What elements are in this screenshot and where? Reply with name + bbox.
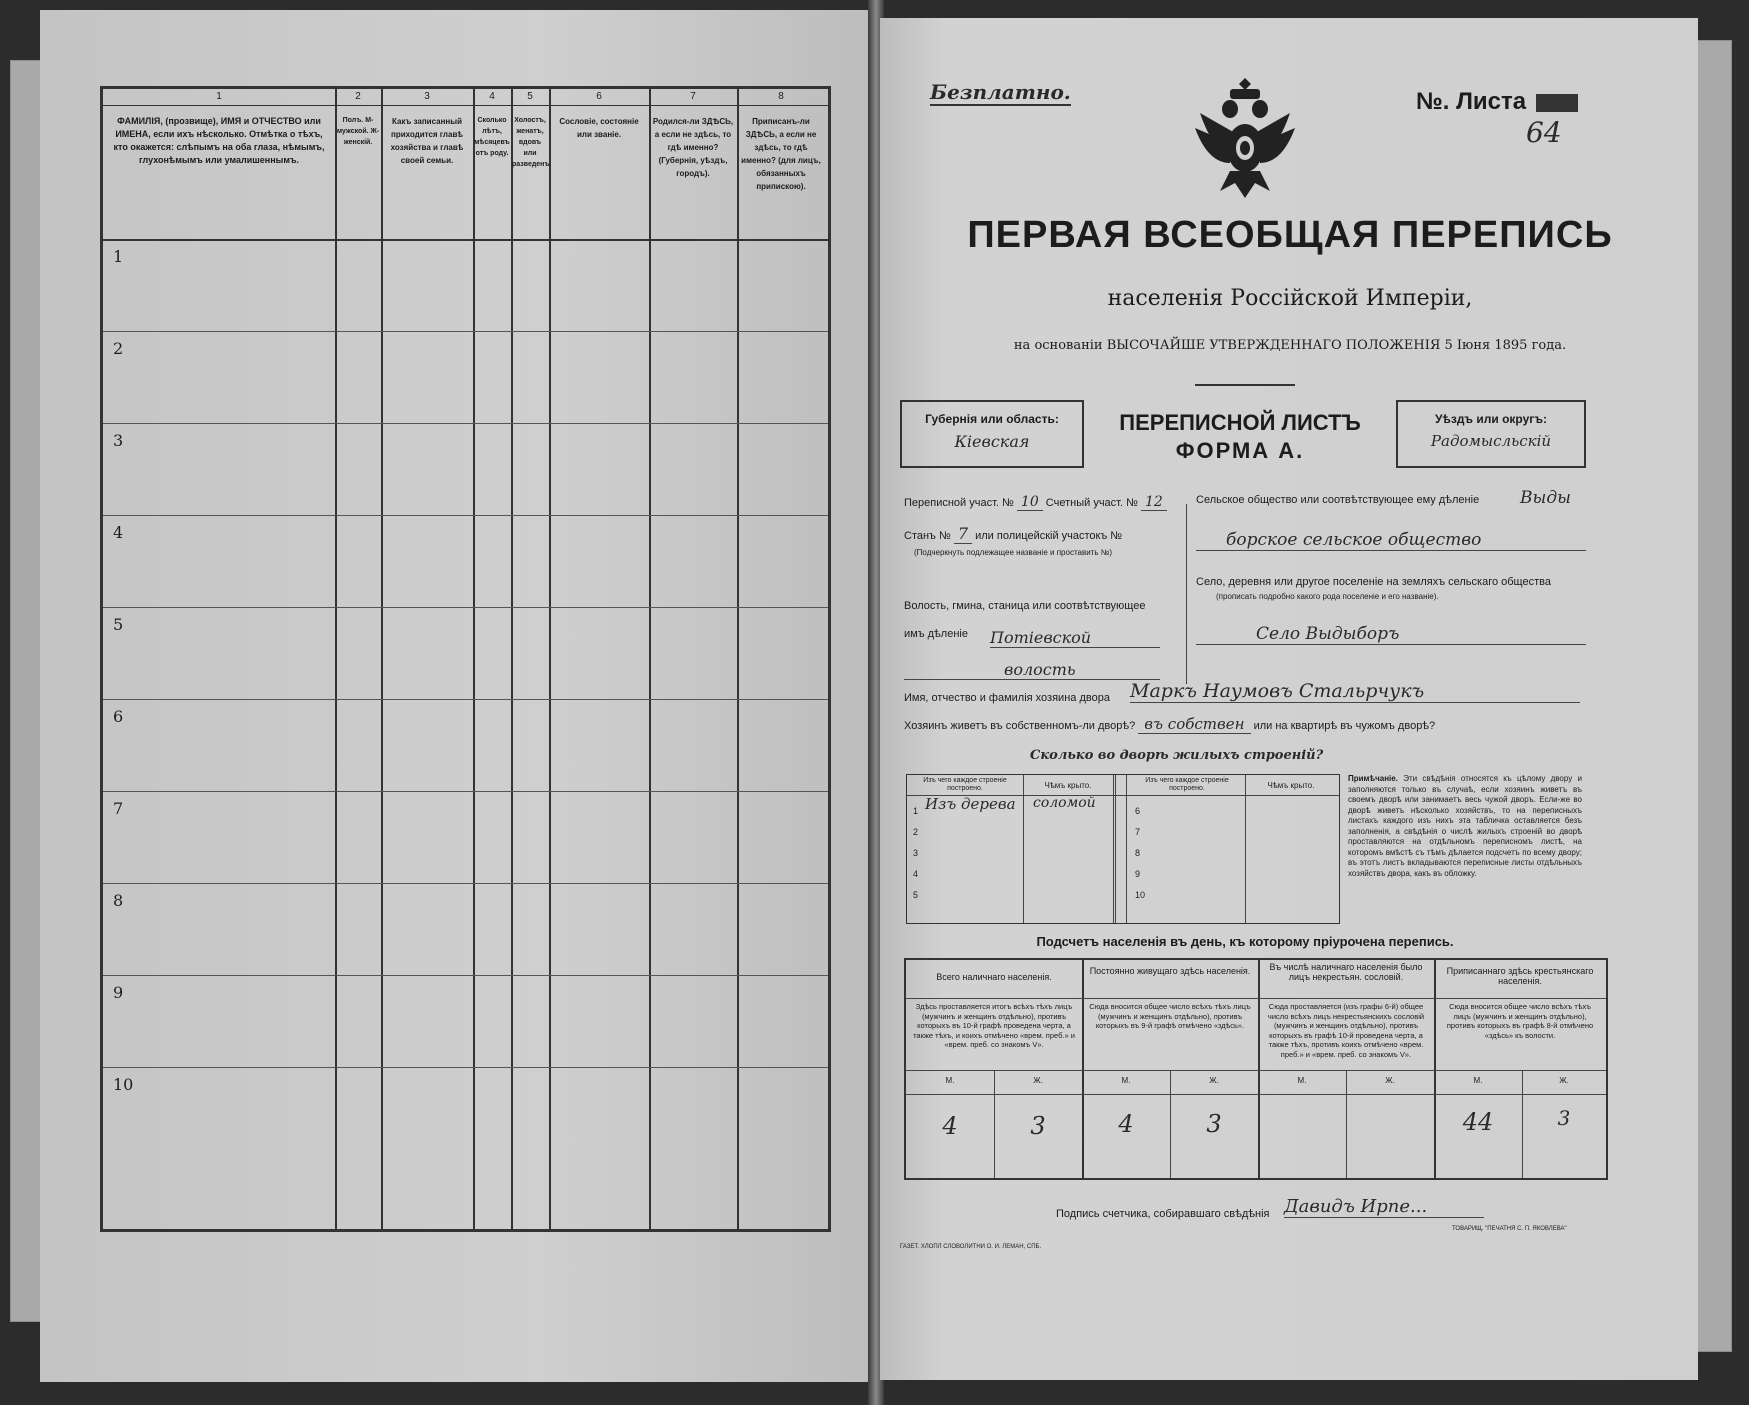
lives-tail: или на квартирѣ въ чужомъ дворѣ?: [1253, 720, 1436, 732]
col-head-7: Родился-ли ЗДѢСЬ, а если не здѣсь, то гдѣ именно? (Губернія, уѣздъ, городъ).: [652, 117, 734, 178]
bld-roof-value: соломой: [1033, 795, 1096, 811]
lives-field: [904, 715, 1436, 733]
count-col2-head: Постоянно живущаго здѣсь населенія.: [1089, 966, 1251, 976]
row-number: 6: [113, 707, 124, 726]
count-col3-desc: Сюда проставляется (изъ графы 6-й) общее число всѣхъ лицъ некрестьянскихъ сословій (мужчинъ и женщинъ отдѣльно), противъ которыхъ въ графѣ 10-й проведена черта, а также тѣхъ, противъ коихъ отмѣчено «врем. преб.» и «врем. преб. со знакомъ V».: [1267, 1002, 1425, 1059]
bld-rows-right: [1135, 801, 1145, 906]
note-title: Примѣчаніе.: [1348, 774, 1398, 783]
zh-label: Ж.: [1033, 1076, 1043, 1085]
divider-ornament: [1195, 384, 1295, 386]
count-title: Подсчетъ населенія въ день, къ которому пріурочена перепись.: [1036, 934, 1454, 949]
gubernia-box: [900, 400, 1084, 468]
col-head-3: Какъ записанный приходится главѣ хозяйства и главѣ своей семьи.: [390, 117, 464, 165]
bld-material-value: Изъ дерева: [925, 795, 1016, 813]
col-head-8: Приписанъ-ли ЗДѢСЬ, а если не здѣсь, то гдѣ именно? (для лицъ, обязанныхъ припискою).: [741, 117, 821, 191]
imperial-eagle-emblem: [1190, 73, 1300, 203]
bld-col2-head-right: Чѣмъ крыто.: [1267, 781, 1315, 790]
zh-label: Ж.: [1559, 1076, 1569, 1085]
lives-label: Хозяинъ живетъ въ собственномъ-ли дворѣ?: [904, 720, 1136, 732]
houses-question: Сколько во дворѣ жилыхъ строеній?: [1030, 748, 1324, 763]
bld-col1-head: Изъ чего каждое строеніе построено.: [923, 777, 1007, 792]
col-num-7: 7: [690, 91, 696, 102]
perep-uch-value: 10: [1017, 494, 1043, 511]
sheet-no-value: 64: [1526, 116, 1562, 149]
selo-label: Село, деревня или другое поселеніе на земляхъ сельскаго общества: [1196, 576, 1551, 588]
row-number: 3: [113, 431, 124, 450]
selsk-value2: борское сельское общество: [1196, 530, 1586, 551]
count-table: [904, 958, 1608, 1180]
schet-uch-label: Счетный участ. №: [1045, 497, 1138, 509]
police-label: или полицейскій участокъ №: [975, 530, 1123, 542]
uezd-box: [1396, 400, 1586, 468]
col-head-4: Сколько лѣтъ, мѣсяцевъ отъ роду.: [474, 117, 510, 157]
count-value: 4: [942, 1112, 958, 1140]
bld-col2-head: Чѣмъ крыто.: [1044, 781, 1092, 790]
gubernia-label: Губернія или область:: [925, 412, 1059, 426]
bld-row-num: 9: [1135, 869, 1141, 879]
printer-left: ГАЗЕТ. ХЛОПЛ СЛОВОЛИТНИ О. И. ЛЕМАН, СПБ.: [900, 1244, 1042, 1250]
signature-value: Давидъ Ирпе...: [1284, 1196, 1484, 1218]
count-col1-desc: Здѣсь проставляется итогъ всѣхъ тѣхъ лицъ (мужчинъ и женщинъ отдѣльно), противъ которыхъ въ 10-й графѣ проведена черта, а также тѣхъ, и коихъ отмѣчено «врем. преб.» и «врем. преб. со знакомъ V».: [913, 1002, 1075, 1049]
row-number: 10: [113, 1075, 134, 1094]
row-number: 2: [113, 339, 124, 358]
count-value: 44: [1462, 1108, 1494, 1136]
sheet-no-box: [1536, 94, 1578, 112]
form-title: ПЕРЕПИСНОЙ ЛИСТЪ: [1119, 410, 1361, 435]
bld-row-num: 5: [913, 890, 919, 900]
col-num-5: 5: [527, 91, 533, 102]
printer-right: ТОВАРИЩ. "ПЕЧАТНЯ С. П. ЯКОВЛЕВА": [1452, 1226, 1567, 1232]
stan-value: 7: [954, 524, 972, 544]
bld-row-num: 10: [1135, 890, 1146, 900]
m-label: М.: [1297, 1076, 1307, 1085]
count-col4-desc: Сюда вносится общее число всѣхъ тѣхъ лицъ (мужчинъ и женщинъ отдѣльно), противъ которыхъ въ графѣ 8-й отмѣчено «здѣсь» къ волости.: [1446, 1002, 1594, 1040]
row-number: 5: [113, 615, 124, 634]
field-divider: [1186, 504, 1187, 684]
selsk-label: Сельское общество или соотвѣтствующее ему дѣленіе: [1196, 494, 1480, 506]
uezd-label: Уѣздъ или округъ:: [1434, 412, 1548, 426]
selo-note: (прописать подробно какого рода поселеніе и его названіе).: [1216, 592, 1439, 601]
bld-col1-head-right: Изъ чего каждое строеніе построено.: [1145, 777, 1229, 792]
col-num-8: 8: [778, 91, 784, 102]
count-value: 4: [1118, 1110, 1134, 1138]
col-head-2: Полъ. М-мужской. Ж-женскій.: [336, 117, 380, 146]
m-label: М.: [945, 1076, 955, 1085]
perep-uch-field: [904, 496, 1167, 509]
free-label: Безплатно.: [930, 80, 1071, 104]
sheet-no-label: №. Листа: [1416, 88, 1527, 115]
perep-uch-label: Переписной участ. №: [904, 497, 1014, 509]
bld-row-num: 4: [913, 869, 919, 879]
count-value: 3: [1206, 1110, 1222, 1138]
col-num-3: 3: [424, 91, 430, 102]
bld-row-num: 6: [1135, 806, 1141, 816]
row-number: 7: [113, 799, 124, 818]
volost-value1: Потіевской: [990, 628, 1160, 648]
signature-label: Подпись счетчика, собиравшаго свѣдѣнія: [1056, 1208, 1270, 1220]
bld-row-num: 2: [913, 827, 919, 837]
bld-row-num: 7: [1135, 827, 1141, 837]
right-page: [880, 18, 1698, 1380]
stan-field: [904, 524, 1123, 543]
m-label: М.: [1121, 1076, 1131, 1085]
m-label: М.: [1473, 1076, 1483, 1085]
col-head-6: Сословіе, состояніе или званіе.: [559, 117, 639, 139]
stan-label: Станъ №: [904, 530, 951, 542]
bld-row-num: 8: [1135, 848, 1141, 858]
count-col1-head: Всего наличнаго населенія.: [936, 972, 1052, 982]
owner-label: Имя, отчество и фамилія хозяина двора: [904, 692, 1110, 704]
form-subtitle: ФОРМА А.: [1175, 438, 1305, 463]
volost-value2: волость: [904, 660, 1160, 680]
owner-value: Маркъ Наумовъ Стальрчукъ: [1130, 680, 1580, 703]
row-number: 8: [113, 891, 124, 910]
row-number: 9: [113, 983, 124, 1002]
left-page: [40, 10, 872, 1382]
bld-rows-left: [913, 801, 918, 906]
col-num-4: 4: [489, 91, 495, 102]
underline-note: (Подчеркнуть подлежащее названіе и проставить №): [914, 548, 1112, 557]
count-value: 3: [1030, 1112, 1046, 1140]
count-col2-desc: Сюда вносится общее число всѣхъ тѣхъ лицъ (мужчинъ и женщинъ отдѣльно), противъ которыхъ въ 9-й графѣ отмѣчено «здѣсь».: [1089, 1002, 1251, 1030]
col-head-1: ФАМИЛІЯ, (прозвище), ИМЯ и ОТЧЕСТВО или ИМЕНА, если ихъ нѣсколько. Отмѣтка о тѣхъ, кто окажется: слѣпымъ на оба глаза, нѣмымъ, глухонѣмымъ или умалишеннымъ.: [113, 116, 325, 165]
col-num-1: 1: [216, 91, 222, 102]
count-value: 3: [1557, 1106, 1571, 1130]
bld-row-num: 3: [913, 848, 919, 858]
count-col4-head: Приписаннаго здѣсь крестьянскаго населенія.: [1446, 966, 1594, 986]
selo-value: Село Выдыборъ: [1196, 624, 1586, 645]
uezd-value: Радомысльскій: [1430, 432, 1552, 450]
bld-row-num: 1: [913, 806, 919, 816]
gubernia-value: Кіевская: [954, 432, 1030, 451]
volost-label: Волость, гмина, станица или соотвѣтствующее имъ дѣленіе: [904, 600, 1146, 640]
page-title: ПЕРВАЯ ВСЕОБЩАЯ ПЕРЕПИСЬ: [967, 214, 1613, 256]
person-table: [100, 86, 831, 1232]
buildings-table: [906, 774, 1340, 924]
schet-uch-value: 12: [1141, 494, 1167, 511]
count-col3-head: Въ числѣ наличнаго населенія было лицъ некрестьян. сословій.: [1269, 962, 1423, 982]
col-num-6: 6: [596, 91, 602, 102]
zh-label: Ж.: [1209, 1076, 1219, 1085]
row-number: 4: [113, 523, 124, 542]
note-block: [1348, 774, 1582, 879]
col-num-2: 2: [355, 91, 361, 102]
page-subtitle: населенія Россійской Имперіи,: [1107, 286, 1473, 311]
basis-line: на основаніи ВЫСОЧАЙШЕ УТВЕРЖДЕННАГО ПОЛОЖЕНІЯ 5 Іюня 1895 года.: [1013, 338, 1567, 353]
selsk-value1: Выды: [1520, 488, 1571, 508]
lives-value: въ собствен: [1138, 715, 1250, 734]
row-number: 1: [113, 247, 124, 266]
zh-label: Ж.: [1385, 1076, 1395, 1085]
col-head-5: Холостъ, женатъ, вдовъ или разведенъ.: [512, 117, 552, 168]
note-text: Эти свѣдѣнія относятся къ цѣлому двору и заполняются только въ случаѣ, если хозяинъ живетъ въ своемъ дворѣ или занимаетъ весь чужой дворъ. Если-же во дворѣ живетъ нѣсколько хозяйствъ, то на переписныхъ листахъ каждого изъ нихъ эта табличка оставляется безъ заполненія, а свѣдѣнія о числѣ жилыхъ строеній во дворѣ проставляются на отдѣльномъ переписномъ листѣ, на которомъ вмѣстѣ съ тѣмъ дѣлается подсчетъ по всему двору; въ этотъ листъ вкладываются переписные листы отдѣльныхъ хозяйствъ двора, какъ въ обложку.: [1348, 774, 1582, 878]
